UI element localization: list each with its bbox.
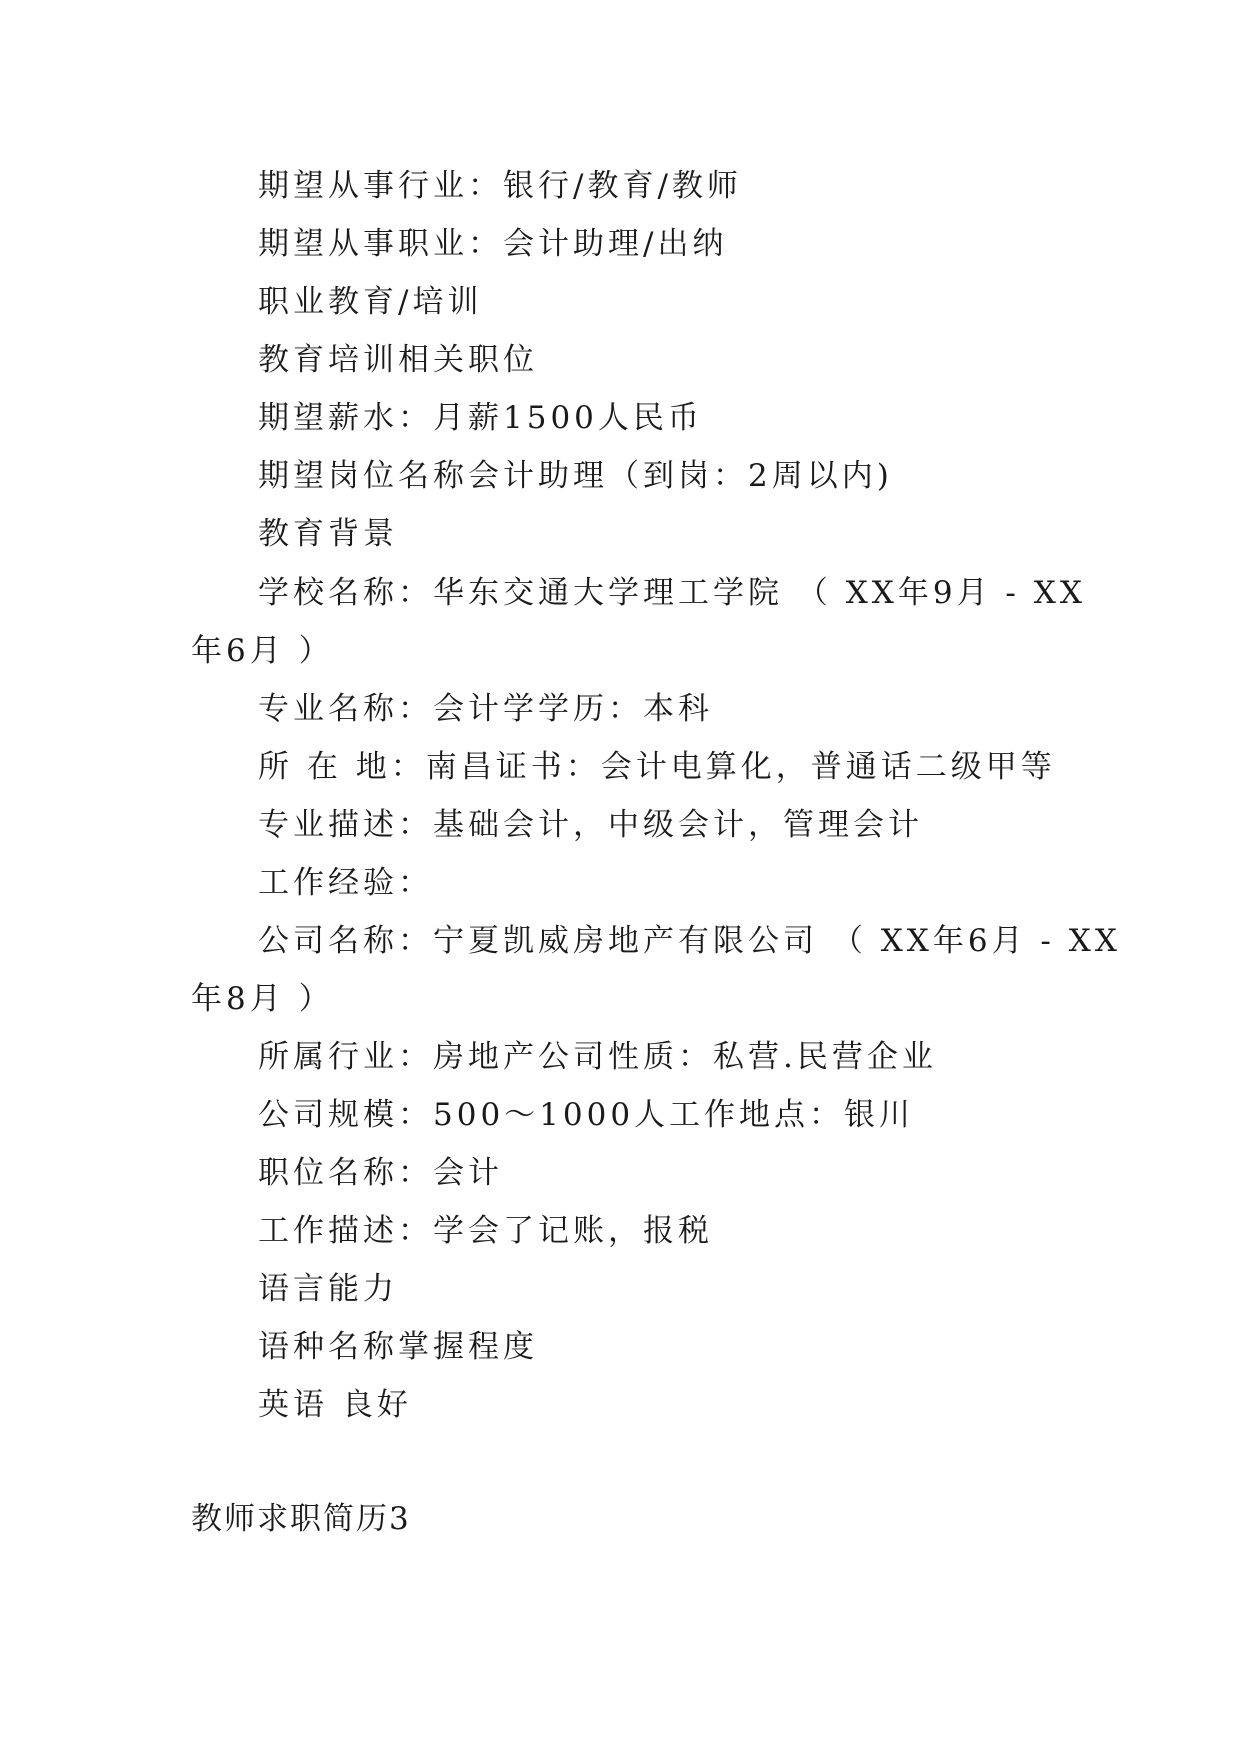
company-name-line: 公司名称：宁夏凯威房地产有限公司 （ XX年6月 - XX	[258, 923, 1121, 959]
occupation-subcategory: 教育培训相关职位	[258, 342, 538, 378]
expected-industry: 期望从事行业：银行/教育/教师	[258, 168, 742, 204]
job-title: 职位名称：会计	[258, 1155, 503, 1191]
language-english-row: 英语 良好	[258, 1387, 412, 1423]
section-title: 教师求职简历3	[191, 1501, 411, 1537]
occupation-category: 职业教育/培训	[258, 284, 483, 320]
company-name-line-continued: 年8月 ）	[191, 981, 334, 1017]
education-heading: 教育背景	[258, 516, 398, 552]
expected-salary: 期望薪水：月薪1500人民币	[258, 400, 703, 436]
work-experience-heading: 工作经验：	[258, 865, 433, 901]
job-description: 工作描述：学会了记账，报税	[258, 1213, 713, 1249]
school-name-line: 学校名称：华东交通大学理工学院 （ XX年9月 - XX	[258, 575, 1086, 611]
company-size-and-location: 公司规模：500～1000人工作地点：银川	[258, 1097, 915, 1133]
expected-position: 期望岗位名称会计助理（到岗：2周以内)	[258, 458, 893, 494]
major-description: 专业描述：基础会计，中级会计，管理会计	[258, 807, 923, 843]
language-table-header: 语种名称掌握程度	[258, 1329, 538, 1365]
major-and-degree: 专业名称：会计学学历：本科	[258, 691, 713, 727]
industry-and-company-type: 所属行业：房地产公司性质：私营.民营企业	[258, 1039, 937, 1075]
language-skills-heading: 语言能力	[258, 1271, 398, 1307]
expected-occupation: 期望从事职业：会计助理/出纳	[258, 226, 728, 262]
location-and-certificates: 所 在 地：南昌证书：会计电算化，普通话二级甲等	[258, 749, 1056, 785]
school-name-line-continued: 年6月 ）	[191, 633, 334, 669]
